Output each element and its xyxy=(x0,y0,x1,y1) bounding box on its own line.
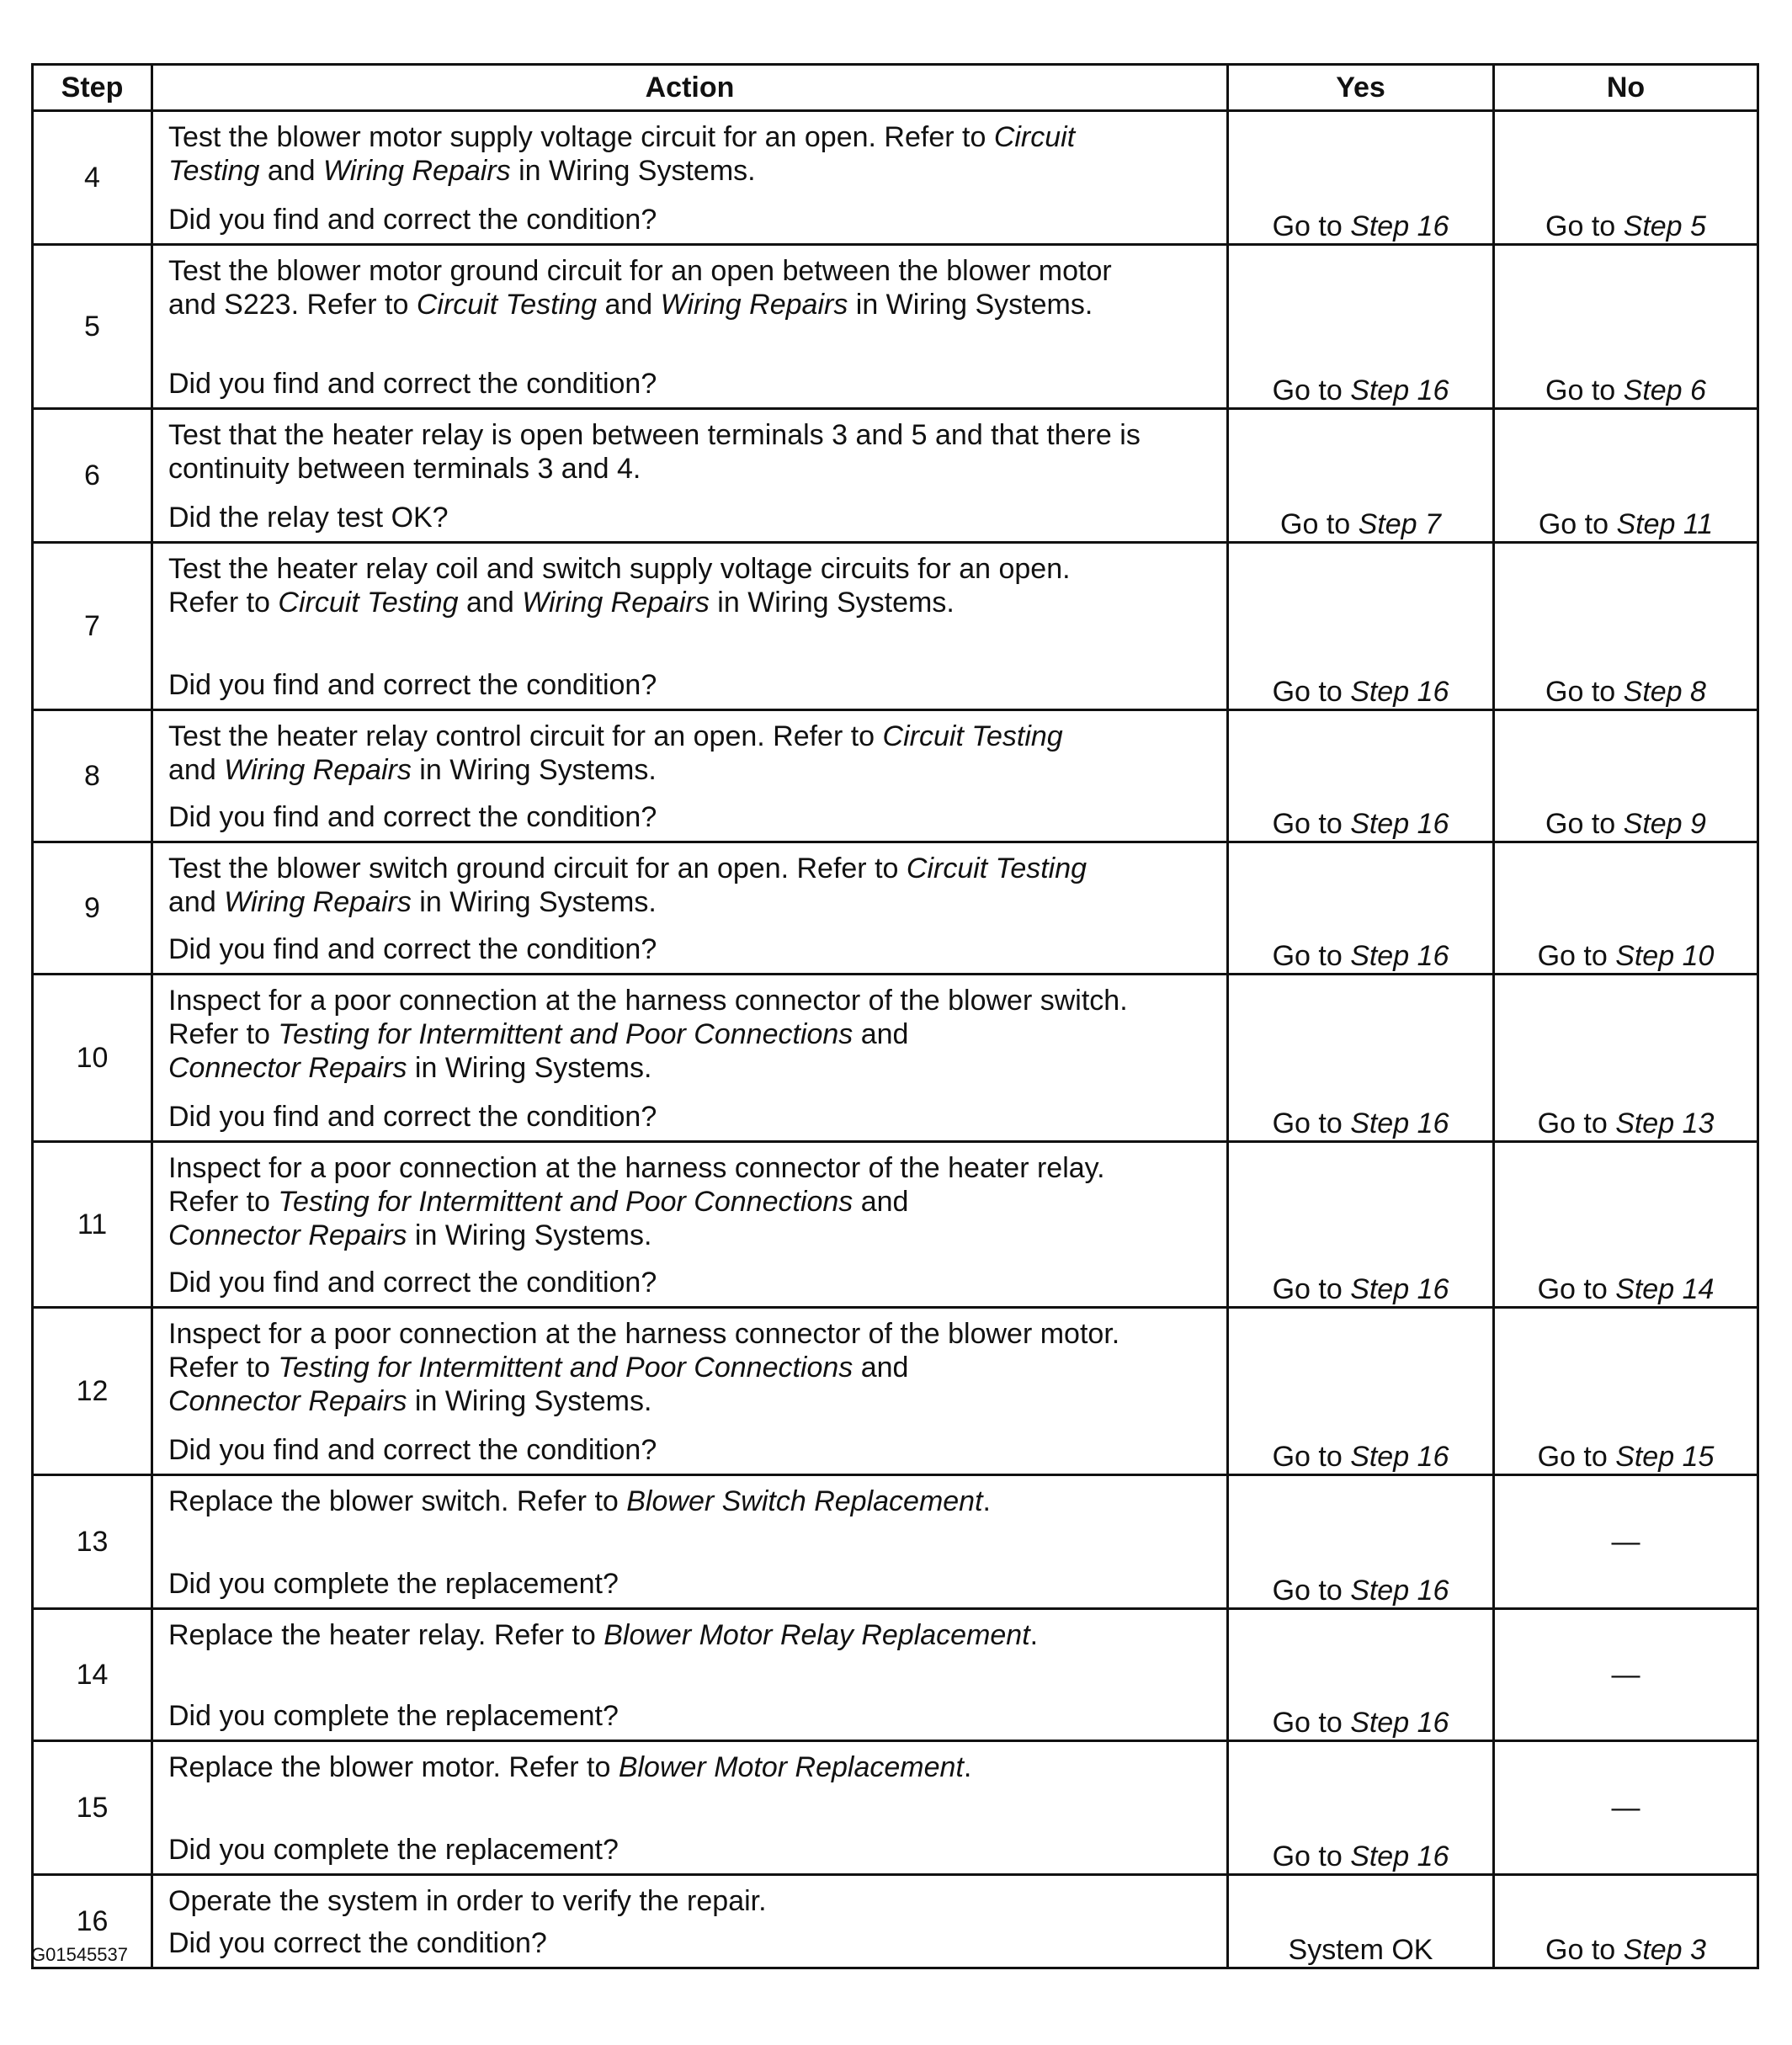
instruction-line xyxy=(168,552,1215,586)
action-instruction xyxy=(168,254,1215,321)
instruction-text: in Wiring Systems. xyxy=(407,1052,652,1084)
no-cell xyxy=(1494,543,1758,710)
no-step-link[interactable]: Step 3 xyxy=(1623,1934,1706,1966)
instruction-text: in Wiring Systems. xyxy=(407,1385,652,1417)
yes-step-link[interactable]: Step 7 xyxy=(1358,508,1441,540)
yes-step-link[interactable]: Step 16 xyxy=(1350,1107,1449,1139)
no-prefix: Go to xyxy=(1545,1934,1624,1966)
instruction-line xyxy=(168,1185,1215,1219)
action-cell xyxy=(152,1308,1228,1475)
instruction-text: in Wiring Systems. xyxy=(411,754,657,786)
instruction-line xyxy=(168,288,1215,321)
instruction-text: and xyxy=(853,1186,909,1218)
instruction-text: . xyxy=(963,1751,972,1783)
no-cell xyxy=(1494,1741,1758,1875)
instruction-text: Inspect for a poor connection at the harness connector of the blower motor. xyxy=(168,1318,1120,1350)
yes-prefix: Go to xyxy=(1272,940,1351,972)
instruction-text: . xyxy=(1029,1619,1039,1651)
instruction-text: and xyxy=(168,754,225,786)
no-prefix: Go to xyxy=(1538,508,1617,540)
yes-prefix: Go to xyxy=(1272,1840,1351,1872)
action-cell xyxy=(152,842,1228,975)
reference-link[interactable]: Connector Repairs xyxy=(168,1385,407,1417)
instruction-line xyxy=(168,1051,1215,1085)
table-row xyxy=(33,1142,1758,1308)
yes-step-link[interactable]: Step 16 xyxy=(1350,374,1449,406)
no-prefix: Go to xyxy=(1545,374,1624,406)
no-prefix: Go to xyxy=(1545,676,1624,708)
instruction-text: and xyxy=(597,289,661,321)
instruction-text: in Wiring Systems. xyxy=(709,587,954,619)
no-cell xyxy=(1494,1875,1758,1968)
action-question: Did you find and correct the condition? xyxy=(168,368,657,400)
yes-cell xyxy=(1228,245,1494,409)
instruction-text: . xyxy=(982,1485,991,1517)
yes-cell xyxy=(1228,842,1494,975)
instruction-text: Test the blower switch ground circuit for an open. Refer to xyxy=(168,853,907,884)
action-instruction xyxy=(168,1884,1215,1918)
reference-link[interactable]: Circuit Testing xyxy=(906,853,1087,884)
action-question: Did you find and correct the condition? xyxy=(168,1434,657,1466)
action-instruction xyxy=(168,1750,1215,1784)
instruction-line xyxy=(168,1219,1215,1252)
instruction-text: Replace the blower switch. Refer to xyxy=(168,1485,627,1517)
step-number: 11 xyxy=(33,1142,152,1308)
yes-step-link[interactable]: Step 16 xyxy=(1350,1273,1449,1305)
yes-cell xyxy=(1228,543,1494,710)
instruction-line xyxy=(168,753,1215,787)
action-cell xyxy=(152,1475,1228,1609)
table-row xyxy=(33,111,1758,245)
action-cell xyxy=(152,111,1228,245)
instruction-line xyxy=(168,1485,1215,1518)
action-content xyxy=(153,1876,1226,1967)
instruction-text: Refer to xyxy=(168,1186,279,1218)
instruction-text: in Wiring Systems. xyxy=(407,1219,652,1251)
instruction-text: Test that the heater relay is open between terminals 3 and 5 and that there is xyxy=(168,419,1141,451)
step-number: 12 xyxy=(33,1308,152,1475)
no-cell xyxy=(1494,409,1758,543)
action-instruction xyxy=(168,852,1215,919)
action-instruction xyxy=(168,120,1215,188)
action-question: Did you find and correct the condition? xyxy=(168,204,657,236)
yes-cell xyxy=(1228,111,1494,245)
yes-prefix: Go to xyxy=(1272,1273,1351,1305)
action-question: Did you complete the replacement? xyxy=(168,1834,619,1866)
instruction-text: Refer to xyxy=(168,1352,279,1384)
instruction-text: Replace the heater relay. Refer to xyxy=(168,1619,604,1651)
action-cell xyxy=(152,245,1228,409)
action-content xyxy=(153,1742,1226,1873)
action-instruction xyxy=(168,1151,1215,1252)
yes-prefix: Go to xyxy=(1272,1107,1351,1139)
instruction-line xyxy=(168,720,1215,753)
action-content xyxy=(153,1143,1226,1306)
action-question: Did you find and correct the condition? xyxy=(168,1101,657,1133)
table-row xyxy=(33,409,1758,543)
diagnostic-table xyxy=(31,63,1759,1969)
table-row xyxy=(33,1875,1758,1968)
instruction-line xyxy=(168,1618,1215,1652)
no-step-link[interactable]: Step 11 xyxy=(1616,508,1714,540)
no-prefix: Go to xyxy=(1537,1441,1616,1473)
yes-prefix: Go to xyxy=(1272,676,1351,708)
reference-link[interactable]: Wiring Repairs xyxy=(522,587,710,619)
action-cell xyxy=(152,1741,1228,1875)
yes-step-link[interactable]: Step 16 xyxy=(1350,1707,1449,1739)
no-cell xyxy=(1494,245,1758,409)
no-step-link[interactable]: Step 10 xyxy=(1615,940,1715,972)
instruction-line xyxy=(168,885,1215,919)
yes-step-link[interactable]: Step 16 xyxy=(1350,940,1449,972)
yes-step-link[interactable]: Step 16 xyxy=(1350,1840,1449,1872)
no-cell xyxy=(1494,1142,1758,1308)
step-number: 16 xyxy=(33,1875,152,1968)
instruction-text: in Wiring Systems. xyxy=(510,155,756,187)
action-content xyxy=(153,975,1226,1140)
instruction-line xyxy=(168,984,1215,1017)
yes-cell xyxy=(1228,1741,1494,1875)
action-content xyxy=(153,1309,1226,1474)
instruction-line xyxy=(168,852,1215,885)
no-cell xyxy=(1494,975,1758,1142)
action-instruction xyxy=(168,1485,1215,1518)
no-cell xyxy=(1494,1475,1758,1609)
instruction-text: Test the blower motor supply voltage circuit for an open. Refer to xyxy=(168,121,994,153)
no-step-link[interactable]: Step 15 xyxy=(1615,1441,1715,1473)
reference-link[interactable]: Testing for Intermittent and Poor Connections xyxy=(278,1352,853,1384)
instruction-text: Refer to xyxy=(168,587,279,619)
instruction-line xyxy=(168,1151,1215,1185)
yes-step-link[interactable]: Step 16 xyxy=(1350,808,1449,840)
reference-link[interactable]: Wiring Repairs xyxy=(224,754,412,786)
action-content xyxy=(153,410,1226,541)
instruction-line xyxy=(168,452,1215,486)
no-prefix: Go to xyxy=(1545,808,1624,840)
no-text: — xyxy=(1611,1526,1640,1558)
header-step: Step xyxy=(33,65,152,111)
step-number: 8 xyxy=(33,710,152,842)
yes-cell xyxy=(1228,710,1494,842)
table-row xyxy=(33,710,1758,842)
instruction-text: in Wiring Systems. xyxy=(411,886,657,918)
table-row xyxy=(33,842,1758,975)
instruction-text: continuity between terminals 3 and 4. xyxy=(168,453,641,485)
no-step-link[interactable]: Step 9 xyxy=(1623,808,1706,840)
reference-link[interactable]: Circuit Testing xyxy=(278,587,459,619)
step-number: 7 xyxy=(33,543,152,710)
instruction-line xyxy=(168,1317,1215,1351)
instruction-line xyxy=(168,418,1215,452)
instruction-text: and xyxy=(853,1352,909,1384)
instruction-line xyxy=(168,154,1215,188)
no-cell xyxy=(1494,710,1758,842)
action-cell xyxy=(152,975,1228,1142)
step-number: 14 xyxy=(33,1609,152,1741)
yes-step-link[interactable]: Step 16 xyxy=(1350,210,1449,242)
reference-link[interactable]: Connector Repairs xyxy=(168,1219,407,1251)
action-question: Did you find and correct the condition? xyxy=(168,669,657,701)
action-question: Did you find and correct the condition? xyxy=(168,1267,657,1299)
figure-id: G01545537 xyxy=(31,1944,128,1965)
instruction-text: Inspect for a poor connection at the harness connector of the heater relay. xyxy=(168,1152,1105,1184)
reference-link[interactable]: Circuit Testing xyxy=(416,289,598,321)
action-question: Did the relay test OK? xyxy=(168,502,449,534)
instruction-line xyxy=(168,1884,1215,1918)
instruction-line xyxy=(168,586,1215,619)
table-row xyxy=(33,1741,1758,1875)
action-content xyxy=(153,843,1226,973)
action-instruction xyxy=(168,552,1215,619)
yes-cell xyxy=(1228,1475,1494,1609)
step-number: 13 xyxy=(33,1475,152,1609)
reference-link[interactable]: Blower Motor Relay Replacement xyxy=(604,1619,1030,1651)
instruction-text: and S223. Refer to xyxy=(168,289,417,321)
action-instruction xyxy=(168,1618,1215,1652)
reference-link[interactable]: Wiring Repairs xyxy=(224,886,412,918)
instruction-text: and xyxy=(458,587,523,619)
action-content xyxy=(153,112,1226,243)
yes-step-link[interactable]: Step 16 xyxy=(1350,1441,1449,1473)
header-no: No xyxy=(1494,65,1758,111)
no-step-link[interactable]: Step 8 xyxy=(1623,676,1706,708)
action-question: Did you find and correct the condition? xyxy=(168,933,657,965)
yes-cell xyxy=(1228,1142,1494,1308)
reference-link[interactable]: Circuit Testing xyxy=(882,720,1063,752)
yes-cell xyxy=(1228,1308,1494,1475)
instruction-line xyxy=(168,1351,1215,1384)
header-action: Action xyxy=(152,65,1228,111)
instruction-text: in Wiring Systems. xyxy=(848,289,1093,321)
reference-link[interactable]: Circuit xyxy=(993,121,1076,153)
yes-step-link[interactable]: Step 16 xyxy=(1350,1575,1449,1607)
action-instruction xyxy=(168,1317,1215,1418)
action-instruction xyxy=(168,720,1215,787)
no-prefix: Go to xyxy=(1537,940,1616,972)
no-cell xyxy=(1494,111,1758,245)
instruction-line xyxy=(168,1017,1215,1051)
action-content xyxy=(153,544,1226,709)
instruction-text: Test the heater relay control circuit for an open. Refer to xyxy=(168,720,883,752)
reference-link[interactable]: Testing for Intermittent and Poor Connections xyxy=(278,1018,853,1050)
action-question: Did you correct the condition? xyxy=(168,1927,547,1959)
no-prefix: Go to xyxy=(1545,210,1624,242)
action-content xyxy=(153,246,1226,407)
yes-cell xyxy=(1228,975,1494,1142)
action-instruction xyxy=(168,984,1215,1085)
instruction-text: and xyxy=(168,886,225,918)
reference-link[interactable]: Testing for Intermittent and Poor Connections xyxy=(278,1186,853,1218)
reference-link[interactable]: Connector Repairs xyxy=(168,1052,407,1084)
instruction-text: Refer to xyxy=(168,1018,279,1050)
no-prefix: Go to xyxy=(1537,1107,1616,1139)
instruction-line xyxy=(168,254,1215,288)
reference-link[interactable]: Wiring Repairs xyxy=(323,155,511,187)
action-content xyxy=(153,1476,1226,1607)
table-row xyxy=(33,245,1758,409)
no-step-link[interactable]: Step 5 xyxy=(1623,210,1706,242)
yes-text: System OK xyxy=(1288,1934,1433,1966)
table-row xyxy=(33,1475,1758,1609)
action-content xyxy=(153,711,1226,841)
instruction-text: Inspect for a poor connection at the harness connector of the blower switch. xyxy=(168,985,1128,1017)
instruction-text: Replace the blower motor. Refer to xyxy=(168,1751,619,1783)
yes-prefix: Go to xyxy=(1280,508,1359,540)
reference-link[interactable]: Blower Switch Replacement xyxy=(626,1485,983,1517)
action-cell xyxy=(152,1142,1228,1308)
yes-prefix: Go to xyxy=(1272,808,1351,840)
action-question: Did you complete the replacement? xyxy=(168,1700,619,1732)
no-step-link[interactable]: Step 6 xyxy=(1623,374,1706,406)
step-number: 6 xyxy=(33,409,152,543)
table-row xyxy=(33,543,1758,710)
action-cell xyxy=(152,1875,1228,1968)
action-question: Did you complete the replacement? xyxy=(168,1568,619,1600)
yes-prefix: Go to xyxy=(1272,210,1351,242)
step-number: 15 xyxy=(33,1741,152,1875)
yes-prefix: Go to xyxy=(1272,1575,1351,1607)
no-cell xyxy=(1494,1308,1758,1475)
instruction-line xyxy=(168,120,1215,154)
action-cell xyxy=(152,409,1228,543)
action-cell xyxy=(152,710,1228,842)
no-step-link[interactable]: Step 14 xyxy=(1615,1273,1715,1305)
action-content xyxy=(153,1610,1226,1740)
table-row xyxy=(33,1609,1758,1741)
no-text: — xyxy=(1611,1659,1640,1691)
instruction-text: and xyxy=(853,1018,909,1050)
diagnostic-table-container xyxy=(31,63,1757,1969)
no-text: — xyxy=(1611,1792,1640,1824)
yes-prefix: Go to xyxy=(1272,1441,1351,1473)
yes-cell xyxy=(1228,409,1494,543)
yes-cell xyxy=(1228,1875,1494,1968)
instruction-line xyxy=(168,1750,1215,1784)
table-body xyxy=(33,111,1758,1968)
header-yes: Yes xyxy=(1228,65,1494,111)
table-row xyxy=(33,975,1758,1142)
yes-step-link[interactable]: Step 16 xyxy=(1350,676,1449,708)
action-cell xyxy=(152,543,1228,710)
yes-prefix: Go to xyxy=(1272,374,1351,406)
reference-link[interactable]: Testing xyxy=(168,155,260,187)
no-cell xyxy=(1494,1609,1758,1741)
instruction-text: Test the blower motor ground circuit for an open between the blower motor xyxy=(168,255,1112,287)
instruction-text: Test the heater relay coil and switch supply voltage circuits for an open. xyxy=(168,553,1071,585)
yes-prefix: Go to xyxy=(1272,1707,1351,1739)
no-prefix: Go to xyxy=(1537,1273,1616,1305)
no-cell xyxy=(1494,842,1758,975)
instruction-line xyxy=(168,1384,1215,1418)
action-instruction xyxy=(168,418,1215,486)
no-step-link[interactable]: Step 13 xyxy=(1615,1107,1715,1139)
action-question: Did you find and correct the condition? xyxy=(168,801,657,833)
yes-cell xyxy=(1228,1609,1494,1741)
reference-link[interactable]: Blower Motor Replacement xyxy=(618,1751,964,1783)
action-cell xyxy=(152,1609,1228,1741)
step-number: 4 xyxy=(33,111,152,245)
instruction-text: and xyxy=(259,155,323,187)
table-header-row xyxy=(33,65,1758,111)
step-number: 10 xyxy=(33,975,152,1142)
step-number: 5 xyxy=(33,245,152,409)
table-row xyxy=(33,1308,1758,1475)
reference-link[interactable]: Wiring Repairs xyxy=(660,289,848,321)
instruction-text: Operate the system in order to verify the repair. xyxy=(168,1885,767,1917)
step-number: 9 xyxy=(33,842,152,975)
